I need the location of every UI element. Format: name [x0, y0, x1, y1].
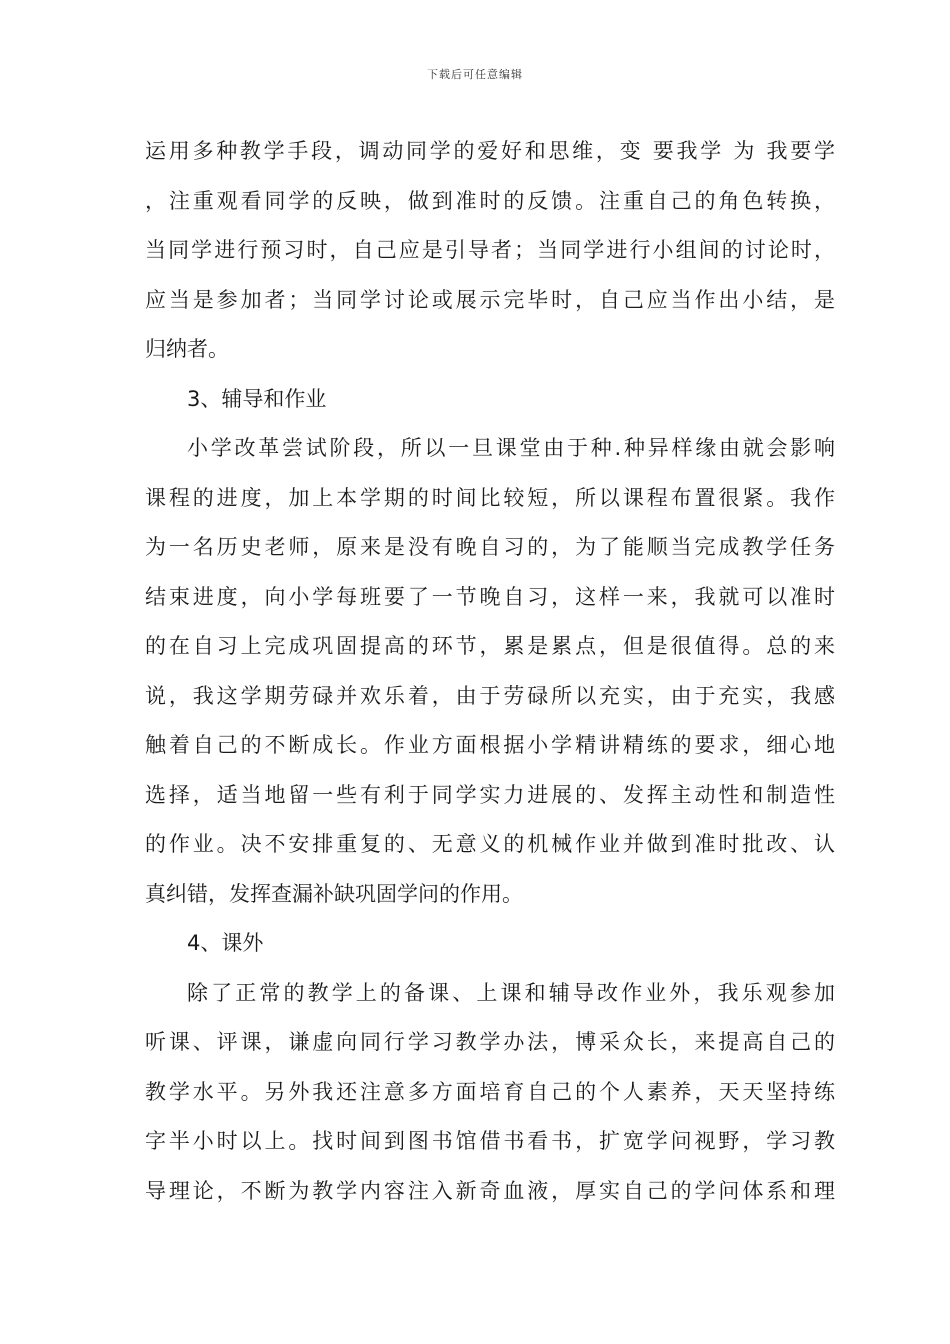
paragraph-line: 的在自习上完成巩固提高的环节，累是累点，但是很值得。总的来: [145, 634, 835, 658]
paragraph-line: 小学改革尝试阶段，所以一旦课堂由于种.种异样缘由就会影响: [187, 436, 835, 460]
paragraph-line: 当同学进行预习时，自己应是引导者；当同学进行小组间的讨论时，: [145, 238, 835, 262]
paragraph-line: 运用多种教学手段，调动同学的爱好和思维，变 要我学 为 我要学: [145, 139, 835, 163]
paragraph-line: 的作业。决不安排重复的、无意义的机械作业并做到准时批改、认: [145, 832, 835, 856]
paragraph-line: 真纠错，发挥查漏补缺巩固学问的作用。: [145, 881, 523, 906]
paragraph-line: 结束进度，向小学每班要了一节晚自习，这样一来，我就可以准时: [145, 584, 835, 609]
paragraph-line: 导理论，不断为教学内容注入新奇血液，厚实自己的学问体系和理: [145, 1178, 835, 1203]
paragraph-line: 说，我这学期劳碌并欢乐着，由于劳碌所以充实，由于充实，我感: [145, 683, 835, 708]
document-body: [145, 127, 835, 1216]
paragraph-line: 字半小时以上。找时间到图书馆借书看书，扩宽学问视野，学习教: [145, 1129, 835, 1153]
paragraph-line: 归纳者。: [145, 337, 229, 361]
paragraph-line: 除了正常的教学上的备课、上课和辅导改作业外，我乐观参加: [187, 980, 835, 1005]
header-note: 下载后可任意编辑: [427, 68, 523, 81]
section-heading: 4、课外: [187, 931, 264, 955]
paragraph-line: 触着自己的不断成长。作业方面根据小学精讲精练的要求，细心地: [145, 733, 835, 757]
paragraph-line: ，注重观看同学的反映，做到准时的反馈。注重自己的角色转换，: [145, 188, 835, 213]
section-heading: 3、辅导和作业: [187, 386, 327, 411]
paragraph-line: 听课、评课，谦虚向同行学习教学办法，博采众长，来提高自己的: [145, 1030, 835, 1054]
paragraph-line: 应当是参加者；当同学讨论或展示完毕时，自己应当作出小结，是: [145, 287, 835, 312]
paragraph-line: 教学水平。另外我还注意多方面培育自己的个人素养，天天坚持练: [145, 1079, 835, 1104]
paragraph-line: 选择，适当地留一些有利于同学实力进展的、发挥主动性和制造性: [145, 782, 835, 807]
paragraph-line: 为一名历史老师，原来是没有晚自习的，为了能顺当完成教学任务: [145, 535, 835, 559]
paragraph-line: 课程的进度，加上本学期的时间比较短，所以课程布置很紧。我作: [145, 485, 835, 510]
